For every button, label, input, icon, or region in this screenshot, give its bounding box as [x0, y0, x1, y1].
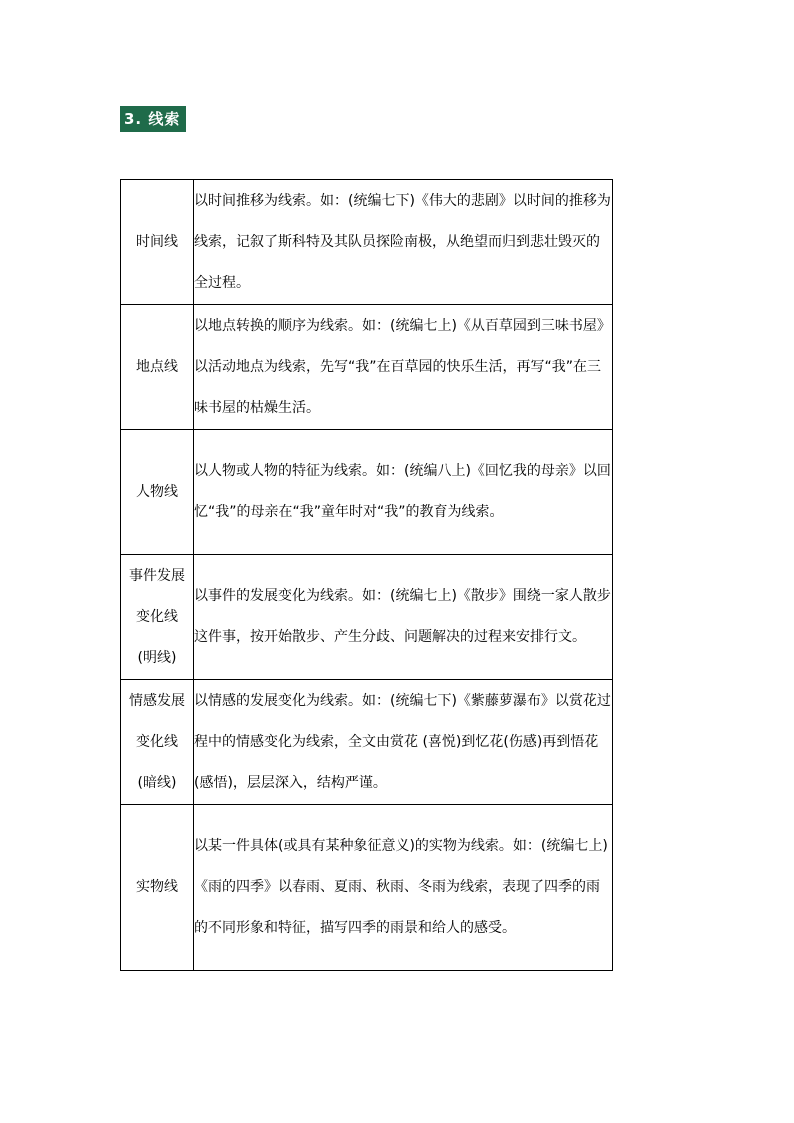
clue-types-table [120, 179, 613, 971]
row-label-text: 时间线 [136, 233, 178, 250]
row-description-object: 以某一件具体(或具有某种象征意义)的实物为线索。如：(统编七上)《雨的四季》以春雨、夏雨、秋雨、冬雨为线索，表现了四季的雨的不同形象和特征，描写四季的雨景和给人的感受。 [194, 805, 613, 971]
row-description-event: 以事件的发展变化为线索。如：(统编七上)《散步》围绕一家人散步这件事，按开始散步、产生分歧、问题解决的过程来安排行文。 [194, 555, 613, 680]
row-description-time: 以时间推移为线索。如：(统编七下)《伟大的悲剧》以时间的推移为线索，记叙了斯科特及其队员探险南极，从绝望而归到悲壮毁灭的全过程。 [194, 180, 613, 305]
row-label-event [121, 555, 194, 680]
table-row [121, 305, 613, 430]
row-description-emotion: 以情感的发展变化为线索。如：(统编七下)《紫藤萝瀑布》以赏花过程中的情感变化为线索，全文由赏花 (喜悦)到忆花(伤感)再到悟花(感悟)，层层深入，结构严谨。 [194, 680, 613, 805]
row-label-text: 情感发展变化线(暗线) [129, 692, 185, 791]
table-row [121, 680, 613, 805]
row-description-person: 以人物或人物的特征为线索。如：(统编八上)《回忆我的母亲》以回忆“我”的母亲在“我”童年时对“我”的教育为线索。 [194, 430, 613, 555]
table-row [121, 180, 613, 305]
table-row [121, 805, 613, 971]
row-description-place: 以地点转换的顺序为线索。如：(统编七上)《从百草园到三味书屋》以活动地点为线索，先写“我”在百草园的快乐生活，再写“我”在三味书屋的枯燥生活。 [194, 305, 613, 430]
row-label-text: 人物线 [136, 483, 178, 500]
row-label-time [121, 180, 194, 305]
row-label-emotion [121, 680, 194, 805]
row-label-text: 地点线 [136, 358, 178, 375]
row-label-person [121, 430, 194, 555]
section-heading: 3. 线索 [120, 106, 186, 132]
row-label-object [121, 805, 194, 971]
table-row [121, 555, 613, 680]
row-label-text: 事件发展变化线(明线) [129, 567, 185, 666]
row-label-place [121, 305, 194, 430]
row-label-text: 实物线 [136, 879, 178, 895]
table-row [121, 430, 613, 555]
